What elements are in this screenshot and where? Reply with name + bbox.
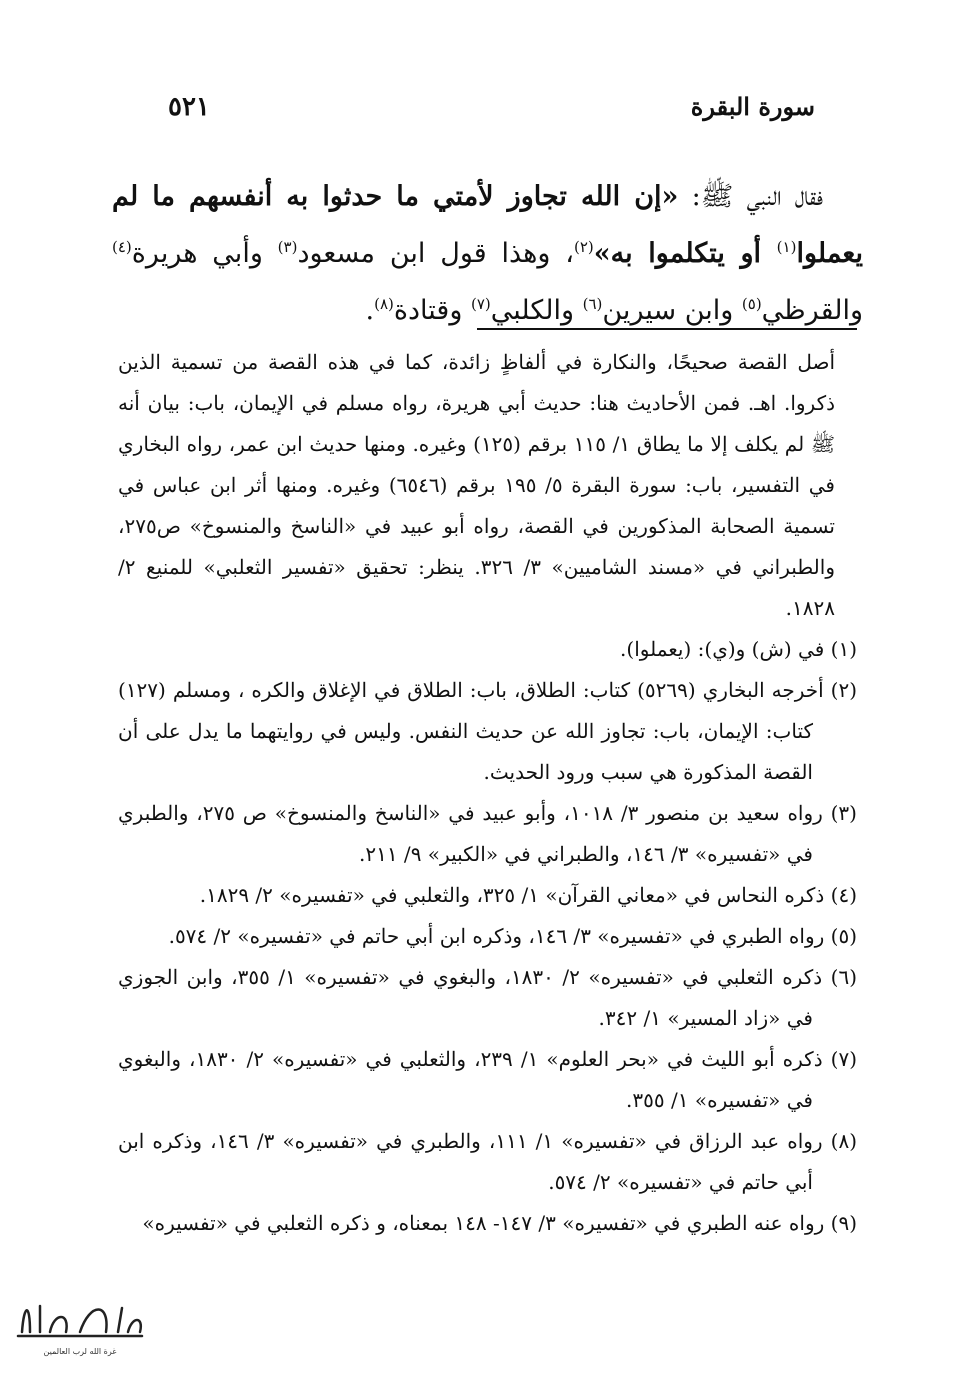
- footnote-separator: [477, 328, 857, 330]
- footnote-8: (٨) رواه عبد الرزاق في «تفسيره» ١/ ١١١، والطبري في «تفسيره» ٣/ ١٤٦، وذكره ابن أبي حاتم في «تفسيره» ٢/ ٥٧٤.: [118, 1129, 858, 1194]
- page-header: [160, 92, 815, 132]
- footnote-continuation: أصل القصة صحيحًا، والنكارة في ألفاظٍ زائدة، كما في هذه القصة من تسمية الذين ذكروا. اهـ. فمن الأحاديث هنا: حديث أبي هريرة، رواه مسلم في الإيمان، باب: بيان أنه ﷺ لم يكلف إلا ما يطاق ١/ ١١٥ برقم (١٢٥) وغيره. ومنها حديث ابن عمر، رواه البخاري في التفسير، باب: سورة البقرة ٥/ ١٩٥ برقم (٦٥٤٦) وغيره. ومنها أثر ابن عباس في تسمية الصحابة المذكورين في القصة، رواه أبو عبيد في «الناسخ والمنسوخ» ص٢٧٥، والطبراني في «مسند الشاميين» ٣/ ٣٢٦. ينظر: تحقيق «تفسير الثعلبي» للمنيع ٢/ ١٨٢٨.: [118, 350, 835, 620]
- body-text: وابن سيرين: [602, 295, 742, 326]
- footnote-4: (٤) ذكره النحاس في «معاني القرآن» ١/ ٣٢٥، والثعلبي في «تفسيره» ٢/ ١٨٢٩.: [199, 883, 857, 907]
- intro-text: فقال النبي ﷺ:: [678, 181, 823, 212]
- footnote-ref-4: (٤): [112, 238, 132, 256]
- hadith-text: «إن الله تجاوز لأمتي ما حدثوا به أنفسهم ما لم يعملوا: [112, 181, 863, 269]
- footnote-5: (٥) رواه الطبري في «تفسيره» ٣/ ١٤٦، وذكره ابن أبي حاتم في «تفسيره» ٢/ ٥٧٤.: [168, 924, 857, 948]
- page-number: ٥٢١: [168, 92, 210, 122]
- footnote-2: (٢) أخرجه البخاري (٥٢٦٩) كتاب: الطلاق، باب: الطلاق في الإغلاق والكره ، ومسلم (١٢٧) كتاب: الإيمان، باب: تجاوز الله عن حديث النفس. وليس في روايتهما ما يدل على أن القصة المذكورة هي سبب ورود الحديث.: [118, 678, 857, 784]
- footnote-7: (٧) ذكره أبو الليث في «بحر العلوم» ١/ ٢٣٩، والثعلبي في «تفسيره» ٢/ ١٨٣٠، والبغوي في «تفسيره» ١/ ٣٥٥.: [118, 1047, 857, 1112]
- footnote-ref-3: (٣): [277, 238, 298, 256]
- body-text: وأبي هريرة: [131, 238, 278, 269]
- watermark-graphic: [10, 1292, 150, 1362]
- body-text: وقتادة: [393, 295, 471, 326]
- footnote-ref-5: (٥): [741, 295, 762, 313]
- watermark-subtext: غرة الله لرب العالمين: [43, 1347, 117, 1356]
- main-text: [112, 168, 863, 339]
- hadith-text-2: أو يتكلموا به»: [593, 238, 777, 269]
- watermark-logo: [10, 1292, 150, 1362]
- body-text: .: [365, 295, 375, 326]
- body-text: ، وهذا قول ابن مسعود: [297, 238, 574, 269]
- footnote-ref-6: (٦): [582, 295, 603, 313]
- surah-title: سورة البقرة: [690, 92, 815, 121]
- body-text: والكلبي: [490, 295, 583, 326]
- footnote-9: (٩) رواه عنه الطبري في «تفسيره» ٣/ ١٤٧- ١٤٨ بمعناه، و ذكره الثعلبي في «تفسيره»: [142, 1211, 857, 1235]
- footnotes: [118, 342, 857, 1244]
- footnote-1: (١) في (ش) و(ي): (يعملوا).: [620, 637, 857, 661]
- main-paragraph: [112, 168, 863, 339]
- footnote-ref-1: (١): [776, 238, 797, 256]
- footnote-3: (٣) رواه سعيد بن منصور ٣/ ١٠١٨، وأبو عبيد في «الناسخ والمنسوخ» ص ٢٧٥، والطبري في «تفسيره» ٣/ ١٤٦، والطبراني في «الكبير» ٩/ ٢١١.: [118, 801, 857, 866]
- footnote-6: (٦) ذكره الثعلبي في «تفسيره» ٢/ ١٨٣٠، والبغوي في «تفسيره» ١/ ٣٥٥، وابن الجوزي في «زاد المسير» ١/ ٣٤٢.: [118, 965, 857, 1030]
- body-text: والقرظي: [761, 295, 863, 326]
- footnote-ref-7: (٧): [470, 295, 491, 313]
- footnote-ref-2: (٢): [573, 238, 594, 256]
- footnote-ref-8: (٨): [374, 295, 394, 313]
